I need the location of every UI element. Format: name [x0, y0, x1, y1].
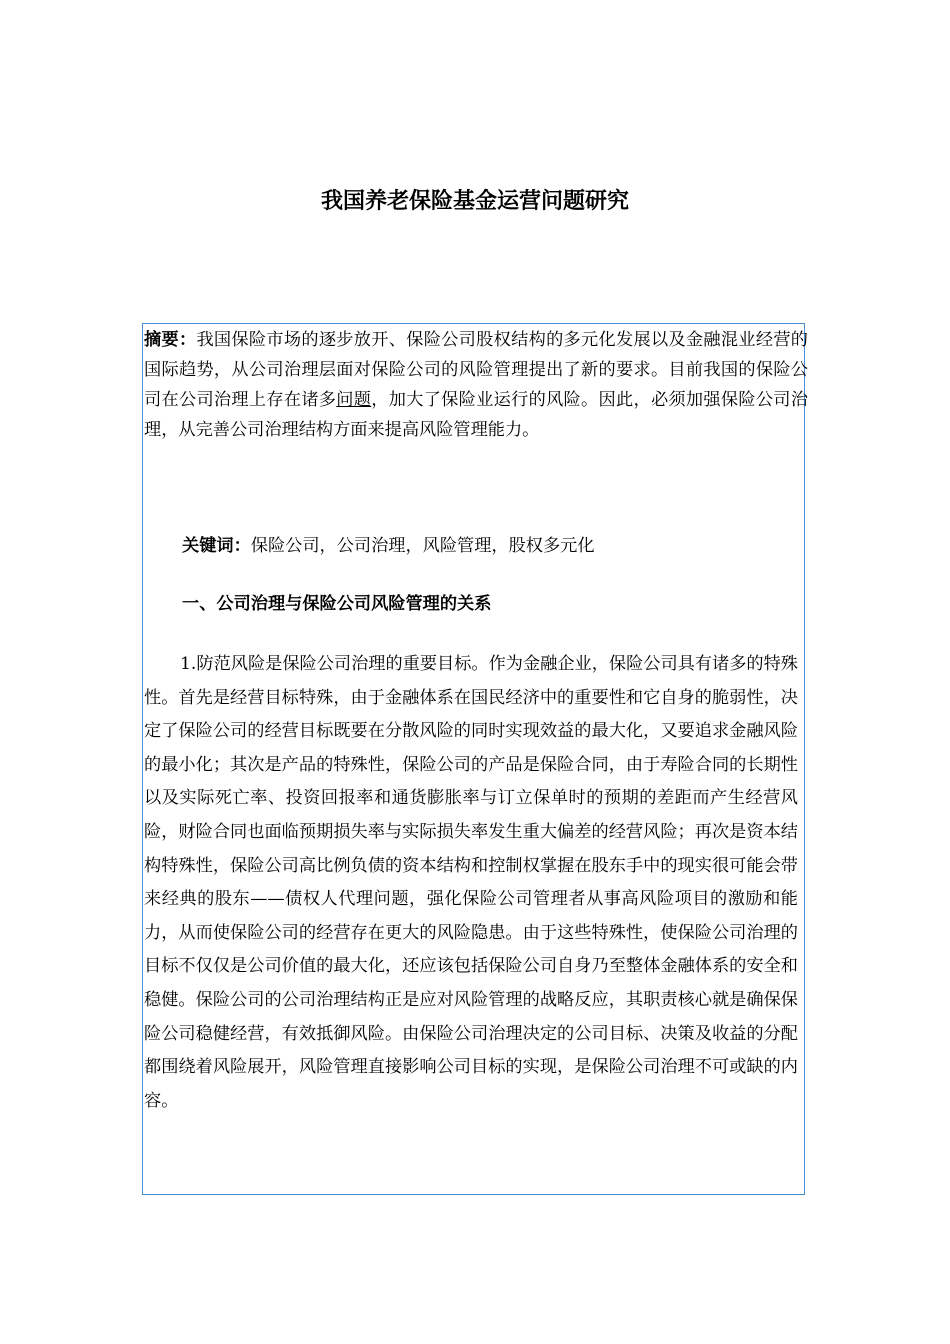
body-paragraph: 1.防范风险是保险公司治理的重要目标。作为金融企业，保险公司具有诸多的特殊性。首先是经营目标特殊，由于金融体系在国民经济中的重要性和它自身的脆弱性，决定了保险公司的经营目标既要在分散风险的同时实现效益的最大化，又要追求金融风险的最小化；其次是产品的特殊性，保险公司的产品是保险合同，由于寿险合同的长期性以及实际死亡率、投资回报率和通货膨胀率与订立保单时的预期的差距而产生经营风险，财险合同也面临预期损失率与实际损失率发生重大偏差的经营风险；再次是资本结构特殊性，保险公司高比例负债的资本结构和控制权掌握在股东手中的现实很可能会带来经典的股东——债权人代理问题，强化保险公司管理者从事高风险项目的激励和能力，从而使保险公司的经营存在更大的风险隐患。由于这些特殊性，使保险公司治理的目标不仅仅是公司价值的最大化，还应该包括保险公司自身乃至整体金融体系的安全和稳健。保险公司的公司治理结构正是应对风险管理的战略反应，其职责核心就是确保保险公司稳健经营，有效抵御风险。由保险公司治理决定的公司目标、决策及收益的分配都围绕着风险展开，风险管理直接影响公司目标的实现，是保险公司治理不可或缺的内容。	[144, 654, 798, 1111]
keywords-text: 保险公司，公司治理，风险管理，股权多元化	[250, 536, 595, 556]
abstract-label: 摘要：	[144, 330, 197, 350]
section-heading: 一、公司治理与保险公司风险管理的关系	[182, 594, 492, 614]
abstract-text-continued: ，加大了保险业运行的风险。因此，必须加强保险公司治理，从完善公司治理结构方面来提高风险管理能力。	[144, 390, 808, 440]
keywords-line	[182, 531, 595, 561]
abstract-paragraph	[144, 325, 808, 445]
keywords-label: 关键词：	[182, 536, 251, 556]
page-title: 我国养老保险基金运营问题研究	[320, 188, 629, 214]
abstract-link[interactable]: 问题	[336, 390, 372, 410]
abstract-text: 我国保险市场的逐步放开、保险公司股权结构的多元化发展以及金融混业经营的国际趋势，从公司治理层面对保险公司的风险管理提出了新的要求。目前我国的保险公司在公司治理上存在诸多	[144, 330, 808, 410]
